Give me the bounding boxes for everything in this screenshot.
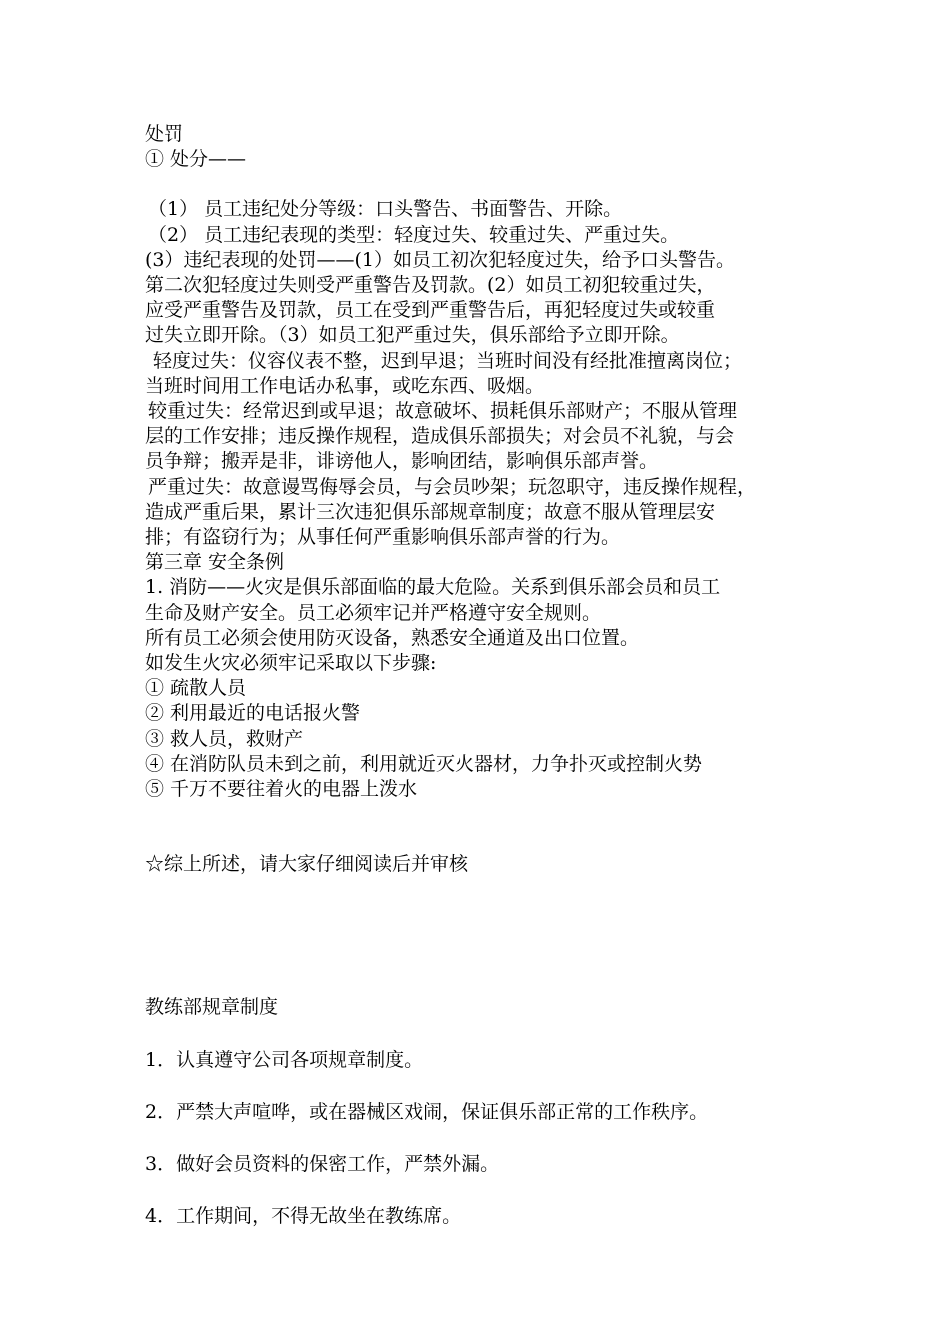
chapter-title: 第三章 安全条例	[145, 551, 285, 574]
section-heading-penalty: 处罚	[145, 123, 184, 145]
paragraph-line: 造成严重后果，累计三次违犯俱乐部规章制度；故意不服从管理层安	[145, 500, 716, 523]
paragraph-line: 层的工作安排；违反操作规程，造成俱乐部损失；对会员不礼貌，与会	[145, 425, 735, 448]
subheading-disciplinary: ① 处分——	[145, 148, 247, 171]
document-page	[145, 122, 825, 1257]
paragraph-line: 当班时间用工作电话办私事，或吃东西、吸烟。	[145, 374, 545, 397]
list-item: （1） 员工违纪处分等级：口头警告、书面警告、开除。	[148, 198, 623, 221]
coach-section-title: 教练部规章制度	[145, 996, 279, 1019]
fire-step: ② 利用最近的电话报火警	[145, 702, 361, 725]
blank-line	[145, 172, 825, 197]
paragraph-line: 生命及财产安全。员工必须牢记并严格遵守安全规则。	[145, 601, 602, 624]
paragraph-line: 1. 消防——火灾是俱乐部面临的最大危险。关系到俱乐部会员和员工	[145, 576, 721, 599]
fire-step: ⑤ 千万不要往着火的电器上泼水	[145, 778, 418, 801]
paragraph-line: 第二次犯轻度过失则受严重警告及罚款。(2）如员工初犯较重过失，	[145, 274, 716, 297]
coach-rule: 4．工作期间，不得无故坐在教练席。	[145, 1205, 462, 1228]
blank-space	[145, 877, 825, 995]
coach-rule: 1．认真遵守公司各项规章制度。	[145, 1048, 424, 1071]
paragraph-line: 较重过失：经常迟到或早退；故意破坏、损耗俱乐部财产；不服从管理	[148, 400, 738, 423]
paragraph-line: (3）违纪表现的处罚——(1）如员工初次犯轻度过失，给予口头警告。	[145, 248, 736, 271]
paragraph-line: 严重过失：故意谩骂侮辱会员，与会员吵架；玩忽职守，违反操作规程，	[148, 475, 757, 498]
paragraph-line: 排；有盗窃行为；从事任何严重影响俱乐部声誉的行为。	[145, 526, 621, 549]
paragraph-line: 所有员工必须会使用防灭设备，熟悉安全通道及出口位置。	[145, 626, 640, 649]
paragraph-line: 轻度过失：仪容仪表不整，迟到早退；当班时间没有经批准擅离岗位；	[153, 349, 743, 372]
fire-step: ③ 救人员，救财产	[145, 727, 304, 750]
list-item: （2） 员工违纪表现的类型：轻度过失、较重过失、严重过失。	[148, 223, 680, 246]
coach-rule: 2．严禁大声喧哗，或在器械区戏闹，保证俱乐部正常的工作秩序。	[145, 1100, 709, 1123]
blank-space	[145, 802, 825, 852]
paragraph-line: 过失立即开除。（3）如员工犯严重过失，俱乐部给予立即开除。	[145, 324, 680, 347]
summary-line: ☆综上所述，请大家仔细阅读后并审核	[145, 853, 469, 876]
paragraph-line: 应受严重警告及罚款，员工在受到严重警告后，再犯轻度过失或较重	[145, 299, 716, 322]
coach-rule: 3．做好会员资料的保密工作，严禁外漏。	[145, 1153, 500, 1176]
paragraph-line: 如发生火灾必须牢记采取以下步骤:	[145, 652, 437, 675]
fire-step: ① 疏散人员	[145, 677, 247, 700]
fire-step: ④ 在消防队员未到之前，利用就近灭火器材，力争扑灭或控制火势	[145, 752, 703, 775]
paragraph-line: 员争辩；搬弄是非，诽谤他人，影响团结，影响俱乐部声誉。	[145, 450, 659, 473]
